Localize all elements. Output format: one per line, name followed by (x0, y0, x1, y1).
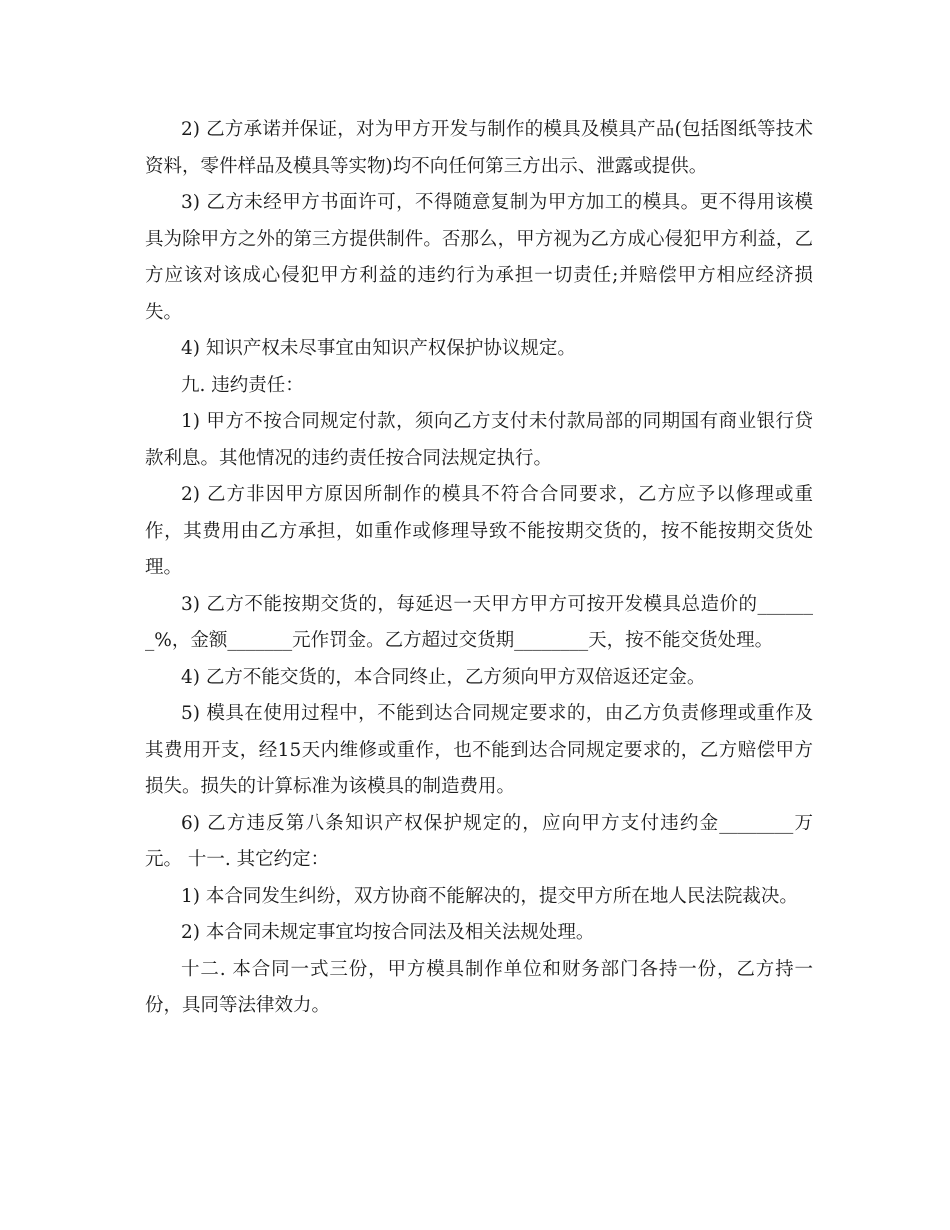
paragraph-unspecified: 2) 本合同未规定事宜均按合同法及相关法规处理。 (181, 922, 595, 943)
section-heading-breach: 九. 违约责任： (181, 374, 304, 396)
paragraph-late-delivery: 3) 乙方不能按期交货的，每延迟一天甲方甲方可按开发模具总造价的_______%，金额_______元作罚金。乙方超过交货期________天，按不能交货处理。 (145, 593, 813, 651)
paragraph-ip-penalty: 6) 乙方违反第八条知识产权保护规定的，应向甲方支付违约金________万元。 十一. 其它约定： (145, 812, 813, 870)
paragraph-no-delivery: 4) 乙方不能交货的，本合同终止，乙方须向甲方双倍返还定金。 (181, 666, 706, 688)
paragraph-usage-defect: 5) 模具在使用过程中，不能到达合同规定要求的，由乙方负责修理或重作及其费用开支，经15天内维修或重作，也不能到达合同规定要求的，乙方赔偿甲方损失。损失的计算标准为该模具的制造费用。 (145, 703, 813, 797)
paragraph-nonconforming: 2) 乙方非因甲方原因所制作的模具不符合合同要求，乙方应予以修理或重作，其费用由乙方承担，如重作或修理导致不能按期交货的，按不能按期交货处理。 (145, 484, 813, 578)
paragraph-no-copy: 3) 乙方未经甲方书面许可，不得随意复制为甲方加工的模具。更不得用该模具为除甲方之外的第三方提供制件。否那么，甲方视为乙方成心侵犯甲方利益，乙方应该对该成心侵犯甲方利益的违约行为承担一切责任;并赔偿甲方相应经济损失。 (145, 192, 813, 323)
document-body (145, 112, 813, 1025)
paragraph-ip-confidentiality: 2) 乙方承诺并保证，对为甲方开发与制作的模具及模具产品(包括图纸等技术资料，零件样品及模具等实物)均不向任何第三方出示、泄露或提供。 (145, 119, 813, 177)
paragraph-dispute: 1) 本合同发生纠纷，双方协商不能解决的，提交甲方所在地人民法院裁决。 (181, 885, 798, 907)
paragraph-ip-other: 4) 知识产权未尽事宜由知识产权保护协议规定。 (181, 338, 576, 359)
paragraph-late-payment: 1) 甲方不按合同规定付款，须向乙方支付未付款局部的同期国有商业银行贷款利息。其他情况的违约责任按合同法规定执行。 (145, 411, 813, 469)
paragraph-copies: 十二. 本合同一式三份，甲方模具制作单位和财务部门各持一份，乙方持一份，具同等法律效力。 (145, 958, 813, 1016)
